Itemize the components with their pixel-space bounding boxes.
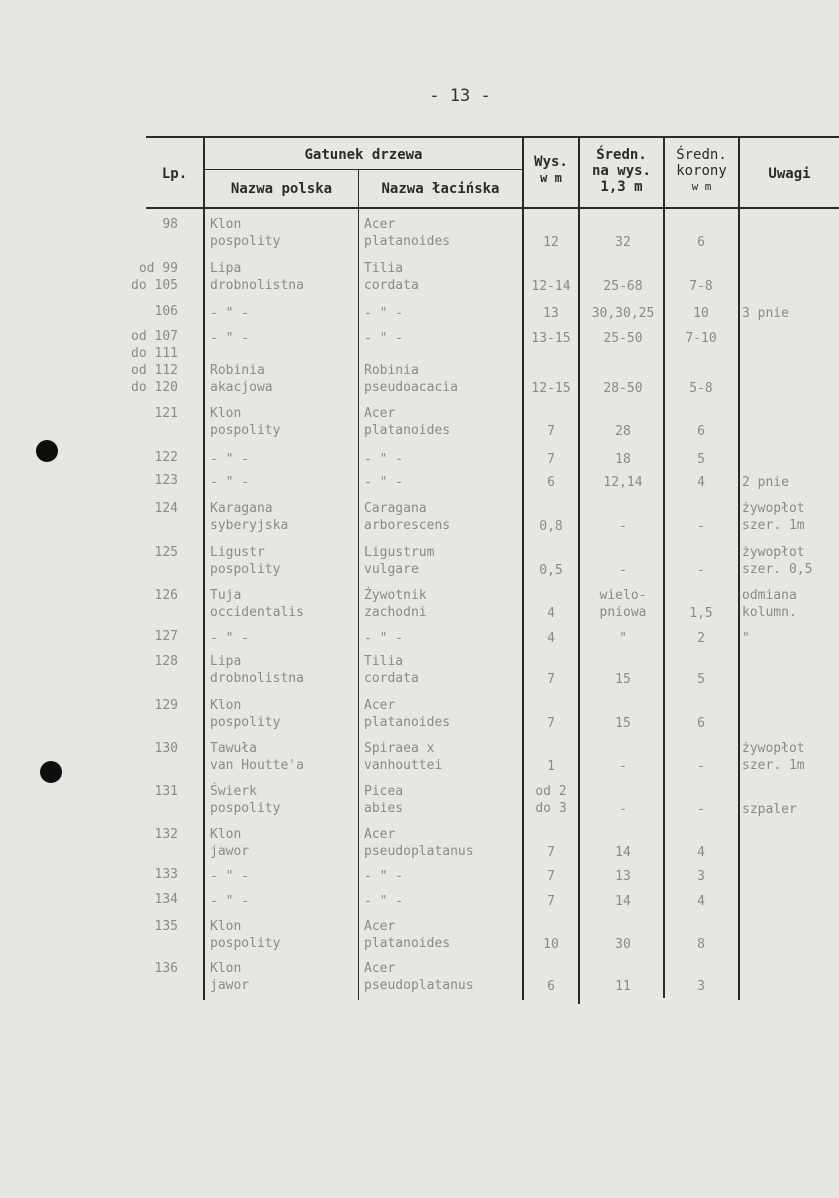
row-nazwa-lacinska: Spiraea x vanhouttei xyxy=(364,741,443,773)
row-wys: 13 xyxy=(543,306,559,321)
row-nazwa-lacinska: Robinia pseudoacacia xyxy=(364,363,458,395)
row-nazwa-lacinska: - " - xyxy=(364,452,404,467)
row-lp: 124 xyxy=(154,501,178,516)
row-nazwa-lacinska: - " - xyxy=(364,894,404,909)
header-korony: Średn. korony w m xyxy=(676,147,727,193)
row-nazwa-lacinska: Acer pseudoplatanus xyxy=(364,961,474,993)
row-lp: od 99 do 105 xyxy=(131,261,178,293)
row-sredn: 15 xyxy=(615,716,631,731)
row-nazwa-polska: Ligustr pospolity xyxy=(210,545,281,577)
row-uwagi: żywopłot szer. 1m xyxy=(742,501,805,533)
row-nazwa-polska: Klon pospolity xyxy=(210,217,281,249)
row-korony: 3 xyxy=(697,869,705,884)
row-nazwa-polska: Klon jawor xyxy=(210,827,250,859)
row-lp: 98 xyxy=(162,217,178,232)
row-sredn: 28 xyxy=(615,424,631,439)
row-wys: 7 xyxy=(547,845,555,860)
row-lp: 130 xyxy=(154,741,178,756)
row-wys: 6 xyxy=(547,979,555,994)
row-nazwa-polska: - " - xyxy=(210,452,250,467)
row-sredn: 25-68 xyxy=(603,279,643,294)
row-wys: 0,8 xyxy=(539,519,563,534)
row-sredn: 13 xyxy=(615,869,631,884)
row-sredn: 28-50 xyxy=(603,381,643,396)
row-korony: 7-8 xyxy=(689,279,713,294)
row-lp: 132 xyxy=(154,827,178,842)
row-korony: - xyxy=(697,563,705,578)
row-wys: 7 xyxy=(547,716,555,731)
row-sredn: - xyxy=(619,563,627,578)
row-wys: 7 xyxy=(547,424,555,439)
row-nazwa-lacinska: Tilia cordata xyxy=(364,261,419,293)
row-lp: 106 xyxy=(154,304,178,319)
row-nazwa-polska: - " - xyxy=(210,475,250,490)
row-nazwa-lacinska: - " - xyxy=(364,306,404,321)
row-nazwa-polska: - " - xyxy=(210,869,250,884)
row-wys: od 2 do 3 xyxy=(535,784,567,816)
row-uwagi: odmiana kolumn. xyxy=(742,588,797,620)
row-lp: od 107 do 111 xyxy=(131,329,178,361)
row-uwagi: żywopłot szer. 1m xyxy=(742,741,805,773)
row-lp: 133 xyxy=(154,867,178,882)
row-sredn: - xyxy=(619,759,627,774)
row-nazwa-lacinska: Ligustrum vulgare xyxy=(364,545,435,577)
row-sredn: 14 xyxy=(615,845,631,860)
row-nazwa-lacinska: Żywotnik zachodni xyxy=(364,588,427,620)
row-lp: 129 xyxy=(154,698,178,713)
row-nazwa-lacinska: Picea abies xyxy=(364,784,404,816)
row-nazwa-lacinska: - " - xyxy=(364,631,404,646)
row-korony: 1,5 xyxy=(689,606,713,621)
row-nazwa-polska: - " - xyxy=(210,331,250,346)
row-uwagi: 2 pnie xyxy=(742,475,789,490)
row-lp: 126 xyxy=(154,588,178,603)
row-wys: 4 xyxy=(547,631,555,646)
row-sredn: " xyxy=(619,631,627,646)
row-wys: 6 xyxy=(547,475,555,490)
row-sredn: 12,14 xyxy=(603,475,643,490)
row-sredn: - xyxy=(619,519,627,534)
row-nazwa-polska: Klon pospolity xyxy=(210,698,281,730)
row-wys: 0,5 xyxy=(539,563,563,578)
row-korony: 3 xyxy=(697,979,705,994)
row-nazwa-lacinska: Tilia cordata xyxy=(364,654,419,686)
row-nazwa-polska: Klon pospolity xyxy=(210,919,281,951)
row-nazwa-polska: Karagana syberyjska xyxy=(210,501,289,533)
row-korony: - xyxy=(697,519,705,534)
row-korony: 5 xyxy=(697,672,705,687)
row-nazwa-polska: Klon pospolity xyxy=(210,406,281,438)
row-korony: 2 xyxy=(697,631,705,646)
row-korony: 7-10 xyxy=(685,331,717,346)
header-nazwa-polska: Nazwa polska xyxy=(230,181,333,197)
row-sredn: 11 xyxy=(615,979,631,994)
row-uwagi: " xyxy=(742,631,750,646)
row-korony: - xyxy=(697,802,705,817)
row-lp: 128 xyxy=(154,654,178,669)
row-korony: 4 xyxy=(697,475,705,490)
row-nazwa-polska: Świerk pospolity xyxy=(210,784,281,816)
row-korony: 8 xyxy=(697,937,705,952)
row-lp: 127 xyxy=(154,629,178,644)
row-lp: od 112 do 120 xyxy=(131,363,178,395)
row-lp: 134 xyxy=(154,892,178,907)
row-korony: 6 xyxy=(697,235,705,250)
row-lp: 123 xyxy=(154,473,178,488)
row-wys: 7 xyxy=(547,869,555,884)
header-lp: Lp. xyxy=(161,166,188,182)
row-sredn: 32 xyxy=(615,235,631,250)
row-lp: 121 xyxy=(154,406,178,421)
row-korony: 5 xyxy=(697,452,705,467)
row-nazwa-polska: Lipa drobnolistna xyxy=(210,261,304,293)
header-sredn: Średn. na wys. 1,3 m xyxy=(591,147,651,195)
row-sredn: wielo- pniowa xyxy=(599,588,647,620)
row-nazwa-polska: Tawuła van Houtte'a xyxy=(210,741,304,773)
row-nazwa-lacinska: - " - xyxy=(364,475,404,490)
row-sredn: 15 xyxy=(615,672,631,687)
row-wys: 12 xyxy=(543,235,559,250)
row-nazwa-polska: Klon jawor xyxy=(210,961,250,993)
row-wys: 13-15 xyxy=(531,331,571,346)
header-gatunek: Gatunek drzewa xyxy=(304,147,423,163)
punch-hole-bottom xyxy=(40,761,62,783)
row-uwagi: 3 pnie xyxy=(742,306,789,321)
row-nazwa-lacinska: Acer platanoides xyxy=(364,919,451,951)
row-sredn: 30,30,25 xyxy=(591,306,655,321)
row-wys: 7 xyxy=(547,672,555,687)
punch-hole-top xyxy=(36,440,58,462)
row-lp: 135 xyxy=(154,919,178,934)
row-sredn: 30 xyxy=(615,937,631,952)
row-korony: - xyxy=(697,759,705,774)
row-nazwa-polska: Lipa drobnolistna xyxy=(210,654,304,686)
row-uwagi: szpaler xyxy=(742,802,797,817)
row-korony: 4 xyxy=(697,845,705,860)
row-uwagi: żywopłot szer. 0,5 xyxy=(742,545,813,577)
row-nazwa-lacinska: Acer platanoides xyxy=(364,406,451,438)
row-korony: 6 xyxy=(697,424,705,439)
row-nazwa-lacinska: Caragana arborescens xyxy=(364,501,451,533)
row-lp: 125 xyxy=(154,545,178,560)
row-korony: 4 xyxy=(697,894,705,909)
row-nazwa-lacinska: - " - xyxy=(364,869,404,884)
row-wys: 12-15 xyxy=(531,381,571,396)
row-nazwa-polska: Tuja occidentalis xyxy=(210,588,304,620)
row-wys: 10 xyxy=(543,937,559,952)
row-sredn: 14 xyxy=(615,894,631,909)
row-korony: 6 xyxy=(697,716,705,731)
row-nazwa-lacinska: Acer pseudoplatanus xyxy=(364,827,474,859)
row-nazwa-polska: - " - xyxy=(210,306,250,321)
row-nazwa-polska: Robinia akacjowa xyxy=(210,363,273,395)
row-sredn: 18 xyxy=(615,452,631,467)
row-wys: 4 xyxy=(547,606,555,621)
header-uwagi: Uwagi xyxy=(768,166,811,182)
row-lp: 122 xyxy=(154,450,178,465)
row-sredn: 25-50 xyxy=(603,331,643,346)
row-wys: 7 xyxy=(547,452,555,467)
row-nazwa-lacinska: Acer platanoides xyxy=(364,217,451,249)
row-nazwa-lacinska: Acer platanoides xyxy=(364,698,451,730)
row-nazwa-lacinska: - " - xyxy=(364,331,404,346)
row-nazwa-polska: - " - xyxy=(210,894,250,909)
page-number: - 13 - xyxy=(429,86,491,106)
row-sredn: - xyxy=(619,802,627,817)
row-wys: 1 xyxy=(547,759,555,774)
header-nazwa-lacinska: Nazwa łacińska xyxy=(381,181,500,197)
row-nazwa-polska: - " - xyxy=(210,631,250,646)
header-wys: Wys. w m xyxy=(534,154,568,185)
row-wys: 12-14 xyxy=(531,279,571,294)
row-korony: 5-8 xyxy=(689,381,713,396)
row-wys: 7 xyxy=(547,894,555,909)
row-lp: 136 xyxy=(154,961,178,976)
row-korony: 10 xyxy=(693,306,709,321)
row-lp: 131 xyxy=(154,784,178,799)
